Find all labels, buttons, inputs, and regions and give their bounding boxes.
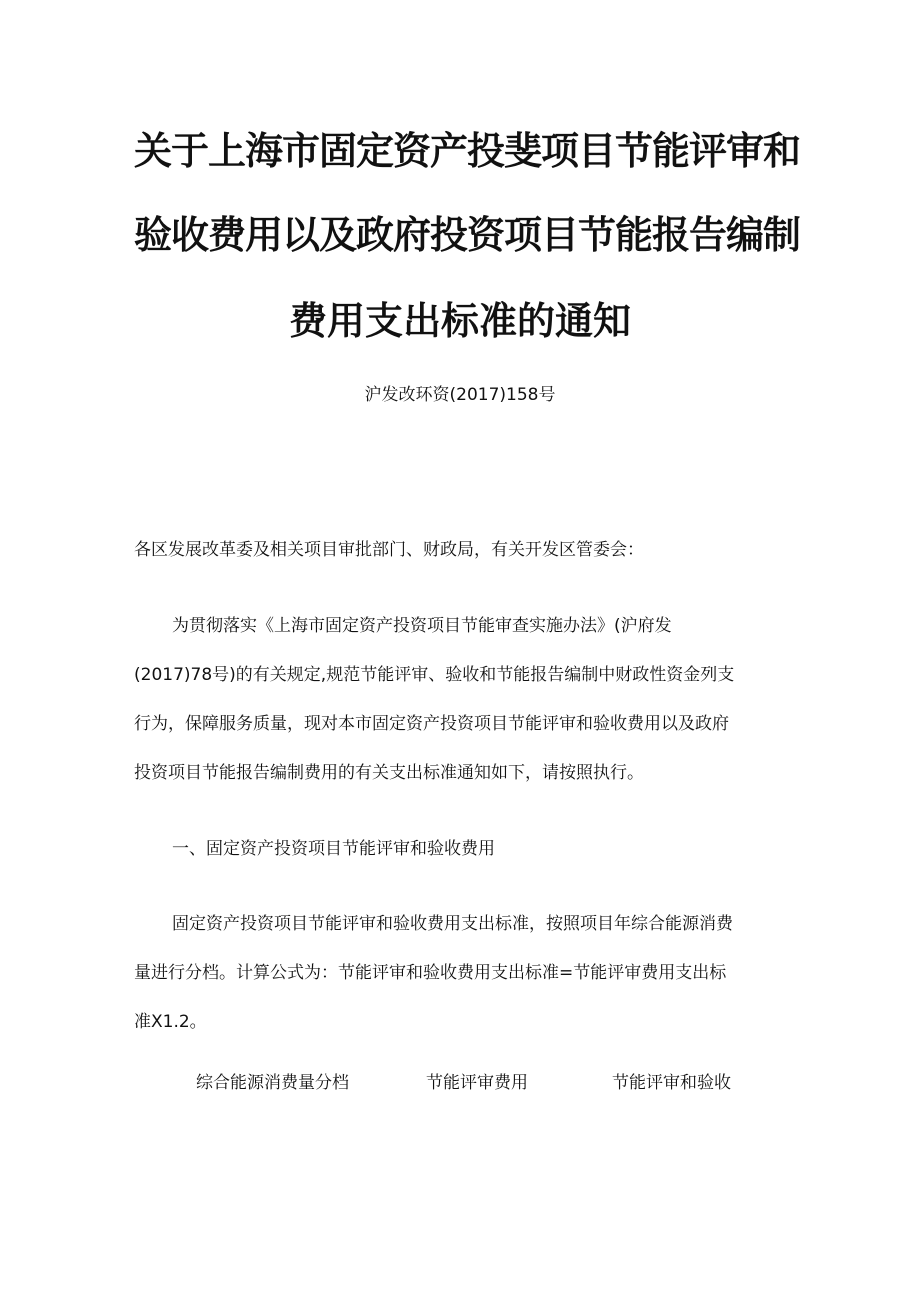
document-number: 沪发改环资(2017)158号 xyxy=(364,385,556,405)
title-line-2: 验收费用以及政府投资项目节能报告编制 xyxy=(134,213,801,257)
table-header-cell: 综合能源消费量分档 xyxy=(196,1073,349,1093)
paragraph-line: 为贯彻落实《上海市固定资产投资项目节能审查实施办法》(沪府发 xyxy=(172,616,672,636)
paragraph-line: 准X1.2。 xyxy=(134,1012,207,1032)
title-line-3: 费用支出标准的通知 xyxy=(288,299,631,343)
table-header-cell: 节能评审费用 xyxy=(426,1073,528,1093)
title-line-1: 关于上海市固定资产投斐项目节能评审和 xyxy=(134,129,801,173)
paragraph-line: 固定资产投资项目节能评审和验收费用支出标准，按照项目年综合能源消费 xyxy=(172,914,733,934)
paragraph-line: 投资项目节能报告编制费用的有关支出标准通知如下，请按照执行。 xyxy=(134,763,644,783)
addressee: 各区发展改革委及相关项目审批部门、财政局，有关开发区管委会： xyxy=(134,540,644,560)
table-header-cell: 节能评审和验收 xyxy=(612,1073,731,1093)
paragraph-line: (2017)78号)的有关规定,规范节能评审、验收和节能报告编制中财政性资金列支 xyxy=(134,665,735,685)
paragraph-line: 量进行分档。计算公式为：节能评审和验收费用支出标准=节能评审费用支出标 xyxy=(134,963,727,983)
paragraph-line: 行为，保障服务质量，现对本市固定资产投资项目节能评审和验收费用以及政府 xyxy=(134,714,729,734)
section-heading: 一、固定资产投资项目节能评审和验收费用 xyxy=(172,839,495,859)
